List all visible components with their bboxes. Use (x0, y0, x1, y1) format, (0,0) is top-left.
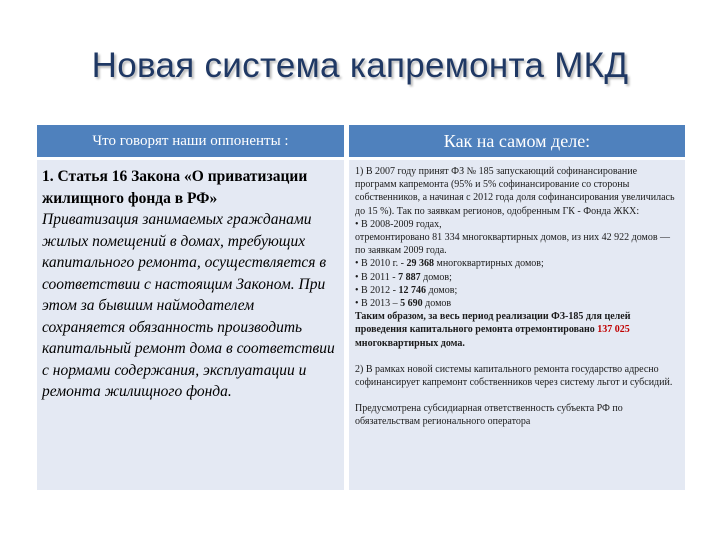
comparison-table (37, 125, 685, 490)
summary-text: Таким образом, за весь период реализации ФЗ-185 для целей проведения капитального ремонта отремонтировано 137 025 многоквартирных дома. (355, 311, 631, 349)
table-header-row (37, 125, 685, 157)
law-article-text: Приватизация занимаемых гражданами жилых помещений в домах, требующих капитального ремонта, осуществляется в соответствии с настоящим Законом. При этом за бывшим наймодателем сохраняется обязанность производить капитальный ремонт дома в соответствии с нормами содержания, эксплуатации и ремонта жилищного фонда. (42, 211, 335, 400)
reality-paragraph-2: 2) В рамках новой системы капитального ремонта государство адресно софинансирует капремонт собственников через систему льгот и субсидий. (355, 363, 673, 389)
count-2010: 29 368 (406, 258, 434, 270)
law-article-heading: 1. Статья 16 Закона «О приватизации жилищного фонда в РФ» (42, 168, 308, 207)
reality-paragraph-3: Предусмотрена субсидиарная ответственность субъекта РФ по обязательствам регионального оператора (355, 403, 623, 428)
slide-title: Новая система капремонта МКД (91, 46, 629, 85)
count-2011: 7 887 (398, 271, 421, 283)
bullet-2011: • В 2011 - 7 887 домов; (355, 271, 452, 283)
bullet-2008-2009-detail: отремонтировано 81 334 многоквартирных домов, из них 42 922 домов — по заявкам 2009 года. (355, 232, 671, 257)
table-body-row (37, 160, 685, 490)
bullet-2010: • В 2010 г. - 29 368 многоквартирных домов; (355, 258, 544, 270)
bullet-2013: • В 2013 – 5 690 домов (355, 298, 452, 310)
count-2013: 5 690 (400, 298, 423, 310)
bullet-2008-2009: • В 2008-2009 годах, (355, 218, 442, 230)
reality-paragraph-1: 1) В 2007 году принят ФЗ № 185 запускающий софинансирование программ капремонта (95% и 5% софинансирование со стороны собственников, а начиная с 2012 года доля софинансирования увеличилась до 15 %). Так по заявкам регионов, одобренным ГК - Фонда ЖКХ: (355, 166, 675, 217)
bullet-2012: • В 2012 - 12 746 домов; (355, 284, 458, 296)
header-reality: Как на самом деле: (349, 125, 685, 157)
header-opponents: Что говорят наши оппоненты : (37, 125, 344, 157)
total-count: 137 025 (597, 324, 630, 336)
reality-cell (349, 160, 685, 490)
count-2012: 12 746 (398, 284, 427, 296)
opponents-cell (37, 160, 344, 490)
